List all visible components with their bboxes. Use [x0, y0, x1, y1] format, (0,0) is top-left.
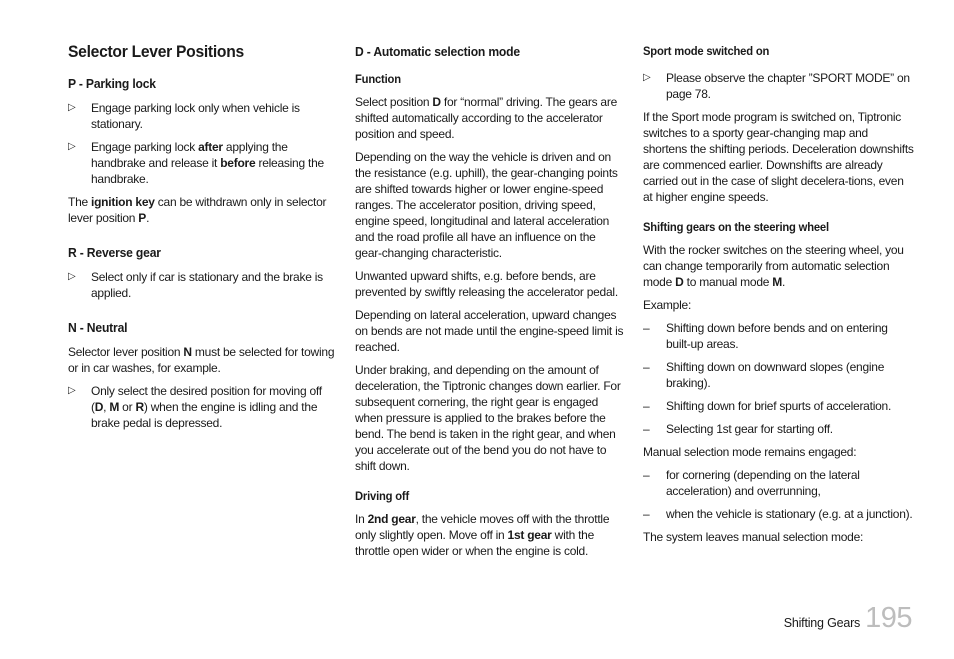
ignition-key-note: The ignition key can be withdrawn only in selector lever position P.	[68, 195, 327, 225]
column-middle	[355, 38, 625, 566]
list-item: – Shifting down for brief spurts of acceleration.	[643, 399, 892, 413]
neutral-paragraph: Selector lever position N must be selected for towing or in car washes, for example.	[68, 345, 335, 375]
triangle-bullet-icon: ▷	[68, 102, 76, 113]
function-paragraph-2: Depending on the way the vehicle is driven and on the resistance (e.g. uphill), the gear-changing points are shifted towards higher or lower engine-speed ranges. The accelerator position, driving speed, engine speed, longitudinal and lateral acceleration and the road profile all have an influence on the gear-changing characteristic.	[355, 150, 618, 260]
list-item: ▷ Select only if car is stationary and the brake is applied.	[68, 270, 323, 300]
triangle-bullet-icon: ▷	[68, 141, 76, 152]
heading-driving-off: Driving off	[355, 489, 410, 503]
column-right	[643, 38, 915, 552]
example-label: Example:	[643, 298, 692, 312]
page-number: 195	[865, 602, 912, 634]
section-name: Shifting Gears	[783, 616, 861, 630]
function-paragraph-4: Depending on lateral acceleration, upward changes on bends are not made until the engine-speed limit is reached.	[355, 308, 624, 354]
heading-sport-mode: Sport mode switched on	[643, 44, 770, 58]
heading-parking-lock: P - Parking lock	[68, 76, 156, 91]
steering-paragraph: With the rocker switches on the steering wheel, you can change temporarily from automatic selection mode D to manual mode M.	[643, 243, 904, 289]
dash-bullet-icon: –	[643, 422, 650, 436]
heading-steering-wheel: Shifting gears on the steering wheel	[643, 220, 829, 234]
list-item: ▷ Only select the desired position for moving off (D, M or R) when the engine is idling and the brake pedal is depressed.	[68, 384, 322, 430]
list-item: ▷ Please observe the chapter ”SPORT MODE” on page 78.	[643, 71, 910, 101]
dash-bullet-icon: –	[643, 507, 650, 521]
function-paragraph-5: Under braking, and depending on the amount of deceleration, the Tiptronic changes down earlier. For subsequent cornering, the right gear is engaged when pressure is applied to the brakes before the bend. The bend is taken in the right gear, and when you accelerate out of the bend you do not have to shift down.	[355, 363, 621, 473]
dash-bullet-icon: –	[643, 321, 650, 335]
triangle-bullet-icon: ▷	[68, 271, 76, 282]
list-item: ▷ Engage parking lock after applying the handbrake and release it before releasing the handbrake.	[68, 140, 324, 186]
heading-reverse-gear: R - Reverse gear	[68, 245, 161, 260]
list-item: ▷ Engage parking lock only when vehicle is stationary.	[68, 101, 300, 131]
triangle-bullet-icon: ▷	[68, 385, 76, 396]
page-footer	[784, 602, 912, 635]
driving-off-paragraph: In 2nd gear, the vehicle moves off with the throttle only slightly open. Move off in 1st gear with the throttle open wider or when the engine is cold.	[355, 512, 610, 558]
function-paragraph-1: Select position D for “normal” driving. The gears are shifted automatically according to the accelerator position and speed.	[355, 95, 617, 141]
list-item: – Selecting 1st gear for starting off.	[643, 422, 833, 436]
list-item: – Shifting down before bends and on entering built-up areas.	[643, 321, 888, 351]
reverse-bullets	[68, 269, 336, 301]
list-item: – for cornering (depending on the lateral acceleration) and overrunning,	[643, 468, 860, 498]
triangle-bullet-icon: ▷	[643, 72, 651, 83]
column-left	[68, 38, 336, 438]
parking-bullets	[68, 100, 336, 187]
heading-automatic-mode: D - Automatic selection mode	[355, 44, 520, 59]
list-item: – when the vehicle is stationary (e.g. at a junction).	[643, 507, 913, 521]
dash-bullet-icon: –	[643, 468, 650, 482]
heading-neutral: N - Neutral	[68, 320, 128, 335]
remains-label: Manual selection mode remains engaged:	[643, 445, 857, 459]
list-item: – Shifting down on downward slopes (engine braking).	[643, 360, 885, 390]
sport-paragraph: If the Sport mode program is switched on, Tiptronic switches to a sporty gear-changing map and shortens the shifting periods. Deceleration downshifts are commenced earlier. Downshifts are already carried out in the case of slight decelera-tions, even at higher engine speeds.	[643, 110, 914, 204]
leaves-label: The system leaves manual selection mode:	[643, 530, 864, 544]
sport-bullets	[643, 70, 915, 102]
dash-bullet-icon: –	[643, 399, 650, 413]
example-list	[643, 320, 915, 437]
dash-bullet-icon: –	[643, 360, 650, 374]
remains-list	[643, 467, 915, 522]
neutral-bullets	[68, 383, 336, 431]
page-title: Selector Lever Positions	[68, 42, 244, 61]
heading-function: Function	[355, 72, 401, 86]
function-paragraph-3: Unwanted upward shifts, e.g. before bends, are prevented by swiftly releasing the accelerator pedal.	[355, 269, 618, 299]
